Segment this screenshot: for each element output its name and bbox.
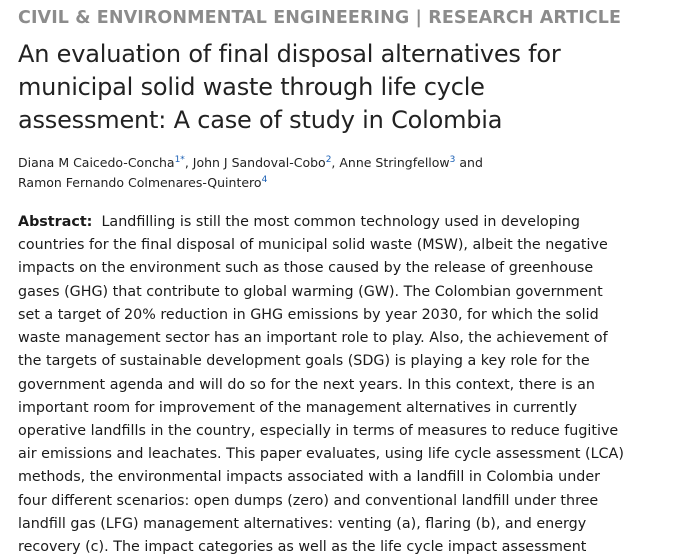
affiliation-marker[interactable]: 2 [325, 155, 332, 166]
abstract-line: operative landfills in the country, especially in terms of measures to reduce fugitive [18, 422, 619, 439]
author-line [18, 173, 678, 193]
author-name[interactable]: Anne Stringfellow [339, 155, 450, 171]
author-list [18, 153, 678, 193]
author-name[interactable]: Diana M Caicedo-Concha [18, 155, 175, 171]
abstract-line: impacts on the environment such as those caused by the release of greenhouse [18, 260, 594, 277]
title-line: assessment: A case of study in Colombia [18, 106, 503, 134]
section-label: CIVIL & ENVIRONMENTAL ENGINEERING | RESEARCH ARTICLE [18, 8, 622, 28]
article-title [18, 38, 658, 137]
abstract-line: recovery (c). The impact categories as well as the life cycle impact assessment [18, 538, 587, 555]
abstract-line: set a target of 20% reduction in GHG emissions by year 2030, for which the solid [18, 306, 599, 323]
author-separator: and [455, 155, 483, 171]
abstract-line: four different scenarios: open dumps (zero) and conventional landfill under three [18, 492, 599, 509]
abstract-text: Landfilling is still the most common technology used in developing [92, 214, 580, 231]
abstract-line: countries for the final disposal of municipal solid waste (MSW), albeit the negative [18, 237, 608, 254]
affiliation-marker[interactable]: 3 [449, 155, 456, 166]
article-page [18, 6, 678, 559]
author-line [18, 153, 678, 173]
affiliation-marker[interactable]: 4 [261, 175, 268, 186]
abstract-line: waste management sector has an important role to play. Also, the achievement of [18, 330, 608, 347]
author-separator: , [331, 155, 340, 171]
author-name[interactable]: Ramon Fernando Colmenares-Quintero [18, 175, 262, 191]
affiliation-marker[interactable]: 1* [174, 155, 185, 166]
abstract-line: landfill gas (LFG) management alternatives: venting (a), flaring (b), and energy [18, 515, 587, 532]
abstract-line: important room for improvement of the management alternatives in currently [18, 399, 578, 416]
abstract-label: Abstract: [18, 214, 93, 231]
abstract-line: the targets of sustainable development goals (SDG) is playing a key role for the [18, 353, 590, 370]
abstract-line: air emissions and leachates. This paper evaluates, using life cycle assessment (LCA) [18, 446, 624, 463]
abstract-line: government agenda and will do so for the next years. In this context, there is an [18, 376, 595, 393]
abstract [18, 211, 678, 559]
abstract-line: methods, the environmental impacts associated with a landfill in Colombia under [18, 469, 601, 486]
title-line: municipal solid waste through life cycle [18, 73, 485, 101]
abstract-line [18, 211, 678, 234]
author-separator: , [184, 155, 193, 171]
title-line: An evaluation of final disposal alternatives for [18, 40, 561, 68]
author-name[interactable]: John J Sandoval-Cobo [192, 155, 326, 171]
abstract-line: gases (GHG) that contribute to global warming (GW). The Colombian government [18, 283, 603, 300]
